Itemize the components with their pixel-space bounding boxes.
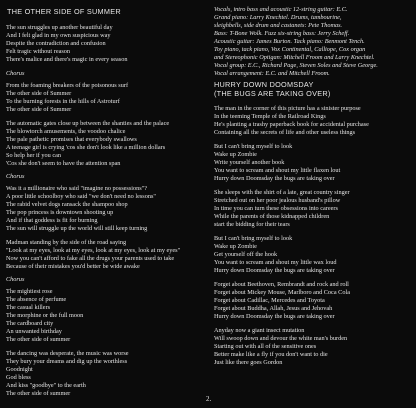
page-number: 2.	[206, 395, 212, 403]
lyric-line: The pop princess is downtown shooting up	[6, 209, 114, 216]
lyric-line: Wake up Zombie	[214, 243, 257, 250]
lyric-line: The other side of Summer	[6, 106, 72, 113]
lyric-line: Because of their mistakes you'd better be wide awake	[6, 263, 140, 270]
lyric-line: And if that goddess is fit for burning	[6, 217, 98, 224]
song-subtitle-bugs-taking-over: (THE BUGS ARE TAKING OVER)	[214, 89, 331, 98]
lyric-line: God bless	[6, 374, 31, 381]
lyric-line: So help her if you can	[6, 152, 62, 159]
lyric-line: Madman standing by the side of the road saying	[6, 239, 127, 246]
lyric-line: The automatic gates close up between the shanties and the palace	[6, 120, 170, 127]
lyric-line: Containing all the secrets of life and other useless things	[214, 129, 356, 136]
lyric-line: They bury your dreams and dig up the worthless	[6, 358, 128, 365]
credit-line: Vocal arrangement: E.C. and Mitchell Froom.	[214, 70, 330, 77]
lyric-line: To the burning forests in the hills of Astroturf	[6, 98, 120, 105]
credit-line: sleighbells, side drum and castanets: Pete Thomas.	[214, 22, 343, 29]
lyric-line: And kiss "goodbye" to the earth	[6, 382, 86, 389]
lyric-line: The blowtorch amusements, the voodoo chalice	[6, 128, 126, 135]
lyric-line: The other side of summer	[6, 336, 71, 343]
lyric-line: The cardboard city	[6, 320, 54, 327]
lyric-line: But I can't bring myself to look	[214, 235, 293, 242]
credit-line: Toy piano, tack piano, Vox Continental, Calliope, Cox organ	[214, 46, 366, 53]
lyric-line: Forget about Cadillac, Mercedes and Toyota	[214, 297, 325, 304]
lyric-line: Hurry down Doomsday the bugs are taking over	[214, 267, 335, 274]
lyric-line: In time you can turn these obsessions into careers	[214, 205, 338, 212]
lyric-line: Get yourself off the hook	[214, 251, 278, 258]
lyric-line: The dancing was desperate, the music was worse	[6, 350, 129, 357]
lyric-line: Now you can't afford to fake all the drugs your parents used to take	[6, 255, 175, 262]
lyric-line: There's malice and there's magic in every season	[6, 56, 128, 63]
lyric-line: A teenage girl is crying 'cos she don't look like a million dollars	[6, 144, 166, 151]
song-title-other-side-of-summer: THE OTHER SIDE OF SUMMER	[7, 7, 121, 16]
lyric-line: "Look at my eyes, look at my eyes, look at my eyes, look at my eyes"	[6, 247, 181, 254]
lyric-line: He's planting a trashy paperback book for accidental purchase	[214, 121, 369, 128]
lyric-line: You want to scream and shout my little wax loud	[214, 259, 337, 266]
lyric-line: Stretched out on her poor jealous husband's pillow	[214, 197, 341, 204]
lyric-line: Just like there goes Gordon	[214, 359, 283, 366]
lyric-line: Chorus	[6, 173, 25, 180]
credit-line: and Stereophonic Optigan: Mitchell Froom and Larry Knechtel.	[214, 54, 375, 61]
lyric-line: Hurry down Doomsday the bugs are taking over	[214, 175, 335, 182]
credit-line: Vocal group: E.C., Richard Page, Steven Soles and Steve George.	[214, 62, 378, 69]
lyric-line: The pale pathetic promises that everybody swallows	[6, 136, 137, 143]
lyric-line: The casual killers	[6, 304, 51, 311]
lyric-line: And I felt glad in my own suspicious way	[6, 32, 111, 39]
lyric-line: In the teeming Temple of the Railroad Kings	[214, 113, 326, 120]
song-title-hurry-down-doomsday: HURRY DOWN DOOMSDAY	[214, 80, 314, 89]
lyric-line: The rabid velvet dogs ransack the shampoo shop	[6, 201, 128, 208]
lyric-line: The other side of Summer	[6, 90, 72, 97]
lyric-line: You want to scream and shout my little flaxen lout	[214, 167, 341, 174]
lyric-line: The sun will struggle up the world will still keep turning	[6, 225, 148, 232]
lyric-line: The absence of perfume	[6, 296, 67, 303]
credit-line: Grand piano: Larry Knechtel. Drums, tambourine,	[214, 14, 342, 21]
lyric-line: Forget about Beethoven, Rembrandt and rock and roll	[214, 281, 349, 288]
credit-line: Acoustic guitar: James Burton. Tack piano: Benmont Tench.	[214, 38, 365, 45]
lyric-line: While the parents of those kidnapped children	[214, 213, 330, 220]
credit-line: Bass: T-Bone Wolk. Fuzz six-string bass: Jerry Scheff.	[214, 30, 350, 37]
lyric-line: A poor little schoolboy who said "we don't need no lessons"	[6, 193, 156, 200]
lyric-line: Will swoop down and devour the white man's burden	[214, 335, 348, 342]
lyric-line: She sleeps with the shirt of a late, great country singer	[214, 189, 350, 196]
lyric-line: The morphine or the full moon	[6, 312, 84, 319]
lyric-line: Wake up Zombie	[214, 151, 257, 158]
lyric-line: The sun struggles up another beautiful day	[6, 24, 113, 31]
lyric-line: The other side of summer	[6, 390, 71, 397]
lyric-line: Forget about Mickey Mouse, Marlboro and Coca Cola	[214, 289, 350, 296]
lyric-line: But I can't bring myself to look	[214, 143, 293, 150]
lyric-line: An unwanted birthday	[6, 328, 62, 335]
lyric-line: Write yourself another book	[214, 159, 285, 166]
lyric-line: Felt tragic without reason	[6, 48, 71, 55]
lyric-line: From the foaming breakers of the poisonous surf	[6, 82, 129, 89]
lyric-line: Goodnight	[6, 366, 33, 373]
lyric-line: 'Cos she don't seem to have the attention span	[6, 160, 121, 167]
lyric-line: start the bidding for their tears	[214, 221, 290, 228]
lyric-line: Better make like a fly if you don't want to die	[214, 351, 328, 358]
lyric-line: Despite the contradiction and confusion	[6, 40, 106, 47]
lyric-line: Chorus	[6, 70, 25, 77]
lyric-line: Chorus	[6, 276, 25, 283]
lyric-line: Forget about Buddha, Allah, Jesus and Jehovah	[214, 305, 333, 312]
lyric-line: Hurry down Doomsday the bugs are taking over	[214, 313, 335, 320]
lyric-line: Anyday now a giant insect mutation	[214, 327, 305, 334]
lyric-line: The mightiest rose	[6, 288, 53, 295]
lyric-line: Was it a millionaire who said "imagine no possessions"?	[6, 185, 148, 192]
lyric-line: The man in the corner of this picture has a sinister purpose	[214, 105, 361, 112]
lyric-line: Starting out with all of the sensitive ones	[214, 343, 317, 350]
credit-line: Vocals, intro bass and acoustic 12-string guitar: E.C.	[214, 6, 348, 13]
